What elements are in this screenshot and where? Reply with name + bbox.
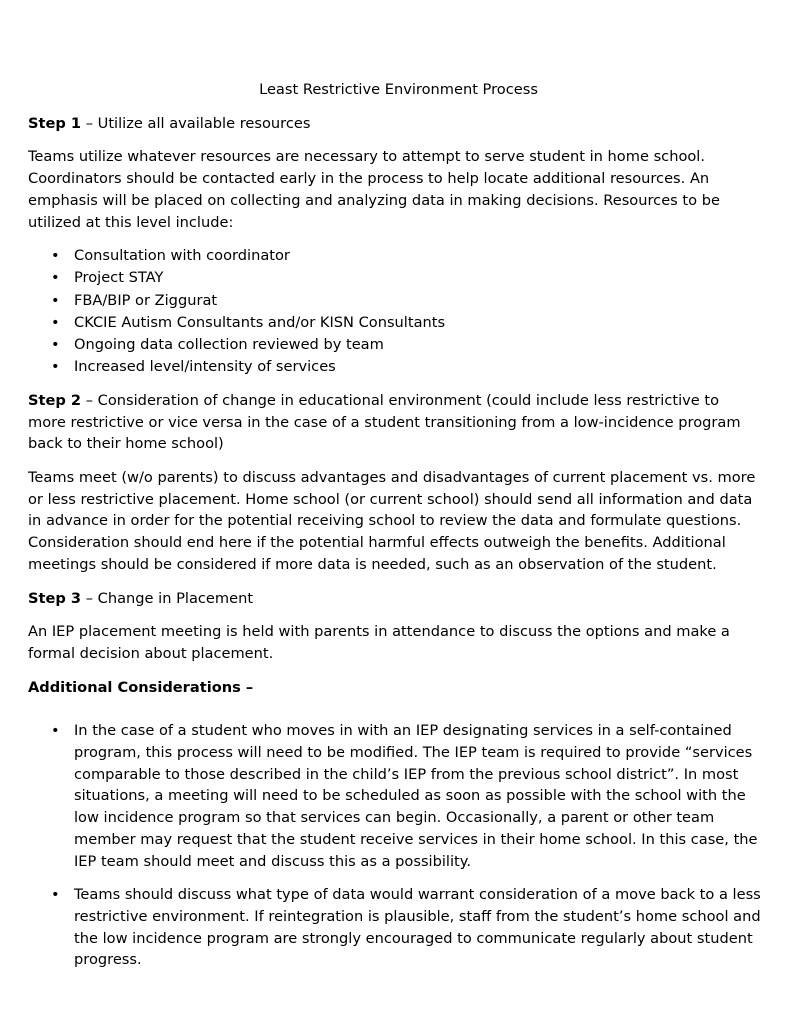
bullet-icon: •: [51, 722, 60, 740]
step-2-text: – Consideration of change in educational environment (could include less restrictive to more restrictive or vice versa in the case of a student transitioning from a low-incidence program back to their home school): [28, 391, 741, 453]
list-item: [28, 245, 761, 267]
step-2-label: Step 2: [28, 391, 82, 409]
step-1-text: – Utilize all available resources: [81, 114, 311, 132]
list-item: [28, 720, 761, 872]
list-item: [28, 884, 761, 971]
resources-list: [28, 245, 761, 378]
step-1-label: Step 1: [28, 114, 82, 132]
document-title: Least Restrictive Environment Process: [259, 81, 538, 98]
list-item: [28, 356, 761, 378]
step-2-heading: [28, 390, 761, 455]
list-item-text: Ongoing data collection reviewed by team: [74, 336, 384, 354]
bullet-icon: •: [51, 886, 60, 904]
bullet-icon: •: [51, 313, 60, 331]
list-item-text: FBA/BIP or Ziggurat: [74, 291, 218, 309]
list-item: [28, 290, 761, 312]
bullet-icon: •: [51, 358, 60, 376]
step-2-paragraph: Teams meet (w/o parents) to discuss advantages and disadvantages of current placement vs. more or less restrictive placement. Home school (or current school) should send all information and data in advance in order for the potential receiving school to review the data and formulate questions. Consideration should end here if the potential harmful effects outweigh the benefits. Additional meetings should be considered if more data is needed, such as an observation of the student.: [28, 469, 756, 573]
bullet-icon: •: [51, 291, 60, 309]
list-item-text: Consultation with coordinator: [74, 247, 290, 265]
list-item-text: In the case of a student who moves in with an IEP designating services in a self-contained program, this process will need to be modified. The IEP team is required to provide “services comparable to those described in the child’s IEP from the previous school district”. In most situations, a meeting will need to be scheduled as soon as possible with the school with the low incidence program so that services can begin. Occasionally, a parent or other team member may request that the student receive services in their home school. In this case, the IEP team should meet and discuss this as a possibility.: [74, 722, 758, 870]
bullet-icon: •: [51, 247, 60, 265]
list-item-text: CKCIE Autism Consultants and/or KISN Consultants: [74, 313, 446, 331]
list-item-text: Increased level/intensity of services: [74, 358, 336, 376]
list-item: [28, 267, 761, 289]
step-1-paragraph: Teams utilize whatever resources are necessary to attempt to serve student in home school. Coordinators should be contacted early in the process to help locate additional resources. An emphasis will be placed on collecting and analyzing data in making decisions. Resources to be utilized at this level include:: [28, 148, 720, 231]
list-item: [28, 334, 761, 356]
list-item: [28, 312, 761, 334]
step-3-label: Step 3: [28, 589, 82, 607]
step-1-heading: [28, 113, 761, 135]
list-item-text: Teams should discuss what type of data would warrant consideration of a move back to a less restrictive environment. If reintegration is plausible, staff from the student’s home school and the low incidence program are strongly encouraged to communicate regularly about student progress.: [74, 886, 761, 969]
additional-considerations-list: [28, 720, 761, 971]
step-3-heading: [28, 588, 761, 610]
step-3-text: – Change in Placement: [81, 589, 254, 607]
bullet-icon: •: [51, 269, 60, 287]
list-item-text: Project STAY: [74, 269, 164, 287]
bullet-icon: •: [51, 336, 60, 354]
additional-considerations-heading: Additional Considerations –: [28, 678, 254, 696]
step-3-paragraph: An IEP placement meeting is held with parents in attendance to discuss the options and make a formal decision about placement.: [28, 623, 730, 662]
